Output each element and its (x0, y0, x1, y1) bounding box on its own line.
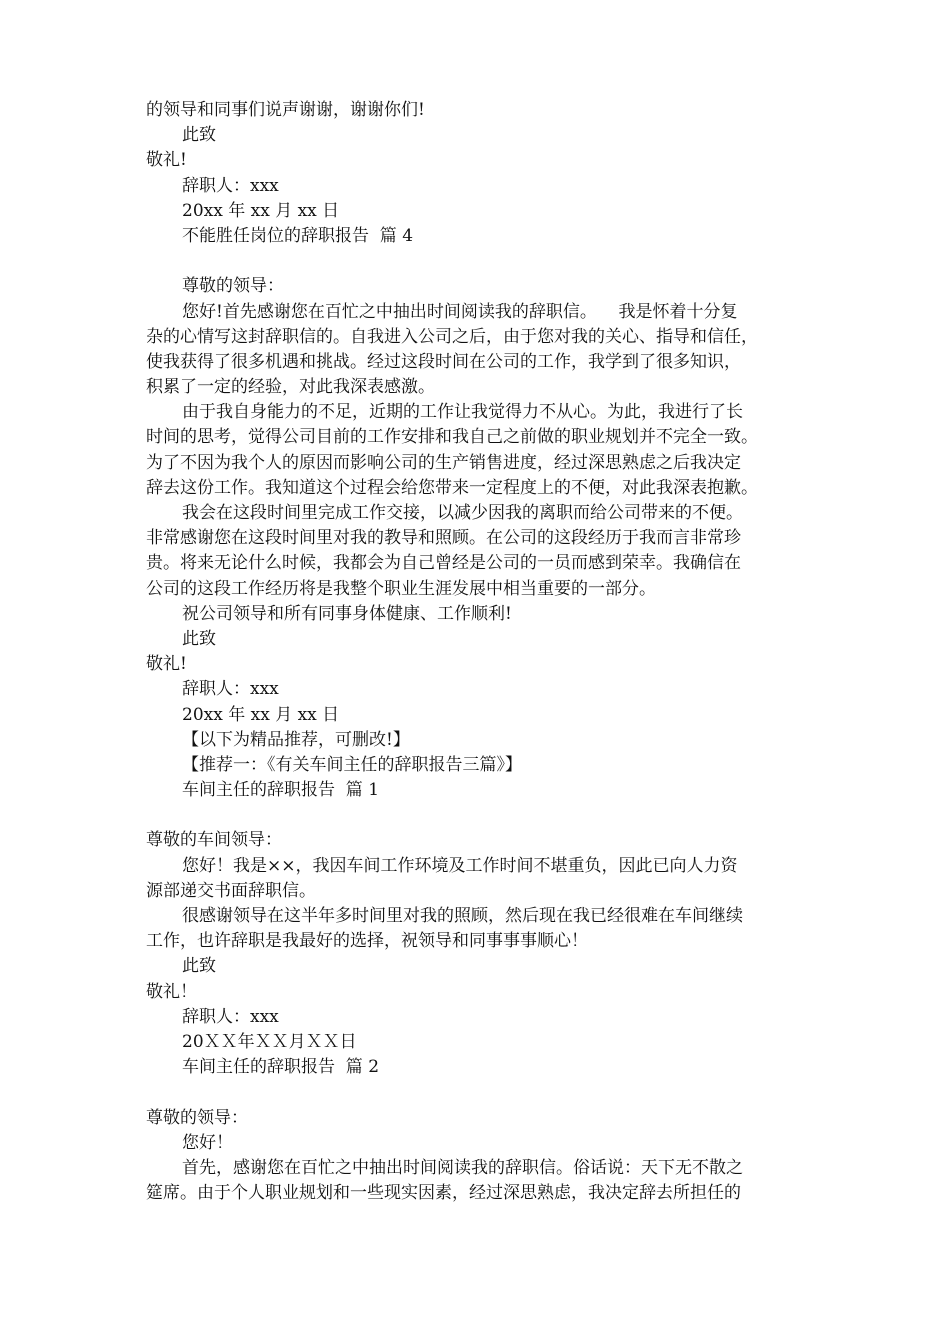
greeting-line: 尊敬的领导： (146, 1107, 248, 1128)
paragraph-line: 由于我自身能力的不足，近期的工作让我觉得力不从心。为此，我进行了长 (182, 402, 743, 423)
closing-line: 此致 (182, 956, 216, 977)
paragraph-line: 积累了一定的经验，对此我深表感激。 (146, 377, 435, 398)
date-line: 20xx 年 xx 月 xx 日 (182, 704, 340, 725)
paragraph-line: 我会在这段时间里完成工作交接，以减少因我的离职而给公司带来的不便。 (182, 503, 743, 523)
paragraph-line: 为了不因为我个人的原因而影响公司的生产销售进度，经过深思熟虑之后我决定 (146, 452, 741, 473)
paragraph-line: 很感谢领导在这半年多时间里对我的照顾，然后现在我已经很难在车间继续 (182, 906, 743, 926)
paragraph-line: 筵席。由于个人职业规划和一些现实因素，经过深思熟虑，我决定辞去所担任的 (146, 1183, 741, 1204)
paragraph-line: 源部递交书面辞职信。 (146, 880, 316, 901)
closing-line: 此致 (182, 628, 216, 649)
blank-line (146, 249, 826, 274)
paragraph-line: 您好!首先感谢您在百忙之中抽出时间阅读我的辞职信。 我是怀着十分复 (182, 301, 738, 322)
recommendation-title: 【推荐一：《有关车间主任的辞职报告三篇》】 (182, 754, 522, 775)
signature-line: 辞职人：xxx (182, 1006, 279, 1027)
paragraph-line: 时间的思考，觉得公司目前的工作安排和我自己之前做的职业规划并不完全一致。 (146, 427, 758, 448)
recommendation-note: 【以下为精品推荐，可删改!】 (182, 729, 410, 750)
paragraph-line: 非常感谢您在这段时间里对我的教导和照顾。在公司的这段经历于我而言非常珍 (146, 528, 741, 549)
paragraph-line: 工作，也许辞职是我最好的选择，祝领导和同事事事顺心！ (146, 931, 588, 952)
paragraph-line: 首先，感谢您在百忙之中抽出时间阅读我的辞职信。俗话说：天下无不散之 (182, 1157, 743, 1178)
blank-line (146, 1080, 826, 1105)
paragraph-line: 您好！ (182, 1132, 233, 1153)
document-body (146, 98, 826, 1206)
date-line: 20ＸＸ年ＸＸ月ＸＸ日 (182, 1031, 357, 1052)
paragraph-line: 祝公司领导和所有同事身体健康、工作顺利! (182, 603, 512, 624)
paragraph-line: 您好！我是××，我因车间工作环境及工作时间不堪重负，因此已向人力资 (182, 855, 738, 876)
greeting-line: 尊敬的车间领导： (146, 830, 282, 851)
greeting-line: 尊敬的领导： (182, 276, 284, 297)
paragraph-line: 杂的心情写这封辞职信的。自我进入公司之后，由于您对我的关心、指导和信任， (146, 326, 758, 347)
date-line: 20xx 年 xx 月 xx 日 (182, 200, 340, 221)
paragraph-line: 使我获得了很多机遇和挑战。经过这段时间在公司的工作，我学到了很多知识， (146, 351, 741, 372)
paragraph-line: 的领导和同事们说声谢谢，谢谢你们! (146, 100, 425, 120)
signature-line: 辞职人：xxx (182, 175, 279, 196)
section-heading: 车间主任的辞职报告 篇 2 (182, 1057, 380, 1078)
salutation-line: 敬礼! (146, 150, 187, 171)
paragraph-line: 贵。将来无论什么时候，我都会为自己曾经是公司的一员而感到荣幸。我确信在 (146, 553, 741, 574)
closing-line: 此致 (182, 125, 216, 146)
blank-line (146, 803, 826, 828)
salutation-line: 敬礼! (146, 654, 187, 675)
paragraph-line: 辞去这份工作。我知道这个过程会给您带来一定程度上的不便，对此我深表抱歉。 (146, 477, 758, 498)
section-heading: 不能胜任岗位的辞职报告 篇 4 (182, 225, 414, 246)
signature-line: 辞职人：xxx (182, 679, 279, 700)
section-heading: 车间主任的辞职报告 篇 1 (182, 780, 380, 801)
salutation-line: 敬礼！ (146, 981, 197, 1002)
paragraph-line: 公司的这段工作经历将是我整个职业生涯发展中相当重要的一部分。 (146, 578, 656, 599)
